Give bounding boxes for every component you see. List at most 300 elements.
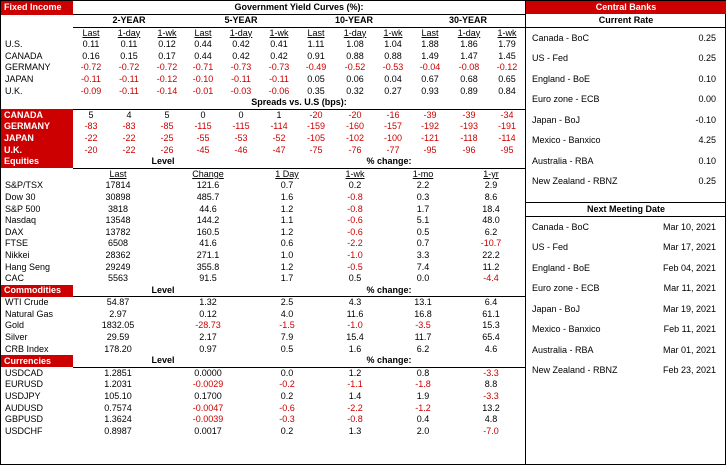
cell: 0.5	[416, 226, 430, 237]
yield-group-5y: 5-YEAR	[185, 15, 297, 28]
cell: -39	[423, 109, 437, 120]
cell: 0	[238, 109, 244, 120]
yield-group-10y: 10-YEAR	[297, 15, 411, 28]
cell: 0.0	[416, 273, 430, 284]
cell: 11.2	[482, 261, 500, 272]
cell: -0.06	[268, 85, 290, 96]
cell: 0.4	[416, 414, 430, 425]
cell: 3818	[107, 203, 129, 214]
cell: -0.71	[192, 62, 214, 73]
cell: -115	[194, 121, 212, 132]
cell: 1.6	[280, 191, 294, 202]
col-1yr: 1-yr	[483, 168, 499, 179]
cell: 0.88	[384, 50, 402, 61]
next-meeting-label: Next Meeting Date	[526, 203, 726, 217]
table-row	[1, 414, 525, 426]
cell: 11.6	[346, 308, 364, 319]
cell: -96	[462, 144, 476, 155]
table-row	[1, 109, 525, 121]
cell: -7.0	[483, 425, 499, 436]
cell: 22.2	[482, 249, 500, 260]
meeting-date: Mar 11, 2021	[663, 283, 716, 293]
col-1day-10y: 1-day	[343, 27, 367, 38]
cell: 0.12	[199, 308, 217, 319]
list-item	[526, 340, 726, 361]
cell: -26	[160, 144, 174, 155]
cell: 13.2	[482, 402, 500, 413]
cell: 0.67	[421, 74, 439, 85]
bank-name: Mexico - Banxico	[532, 135, 601, 145]
list-item	[526, 110, 726, 131]
currencies-label: Currencies	[1, 355, 73, 367]
cell: -114	[498, 132, 516, 143]
cell: 0.2	[280, 391, 294, 402]
cell: 178.20	[104, 343, 132, 354]
cell: 41.6	[199, 238, 217, 249]
currencies-header-row	[1, 355, 525, 367]
col-1wk-5y: 1-wk	[269, 27, 289, 38]
cell: 0.42	[270, 50, 288, 61]
cell: 485.7	[196, 191, 220, 202]
cell: 48.0	[482, 215, 500, 226]
cell: 0.27	[384, 85, 402, 96]
cell: -192	[420, 121, 439, 132]
meeting-date: Mar 10, 2021	[662, 221, 716, 232]
cell: -53	[234, 132, 248, 143]
spread-row-label: GERMANY	[1, 121, 73, 133]
list-item	[526, 238, 726, 259]
cell: 0.42	[232, 39, 250, 50]
cell: 4.8	[484, 414, 498, 425]
cell: 7.4	[416, 261, 430, 272]
cell: -0.10	[192, 74, 214, 85]
bank-name: US - Fed	[532, 242, 569, 252]
cell: -75	[309, 144, 323, 155]
list-item	[526, 279, 726, 300]
cell: 0.44	[194, 39, 212, 50]
table-row	[1, 204, 525, 216]
table-row	[1, 39, 525, 51]
table-row	[1, 367, 525, 379]
cell: -22	[122, 132, 136, 143]
cell: -0.04	[419, 62, 441, 73]
table-row	[1, 180, 525, 192]
cell: 1.2	[280, 203, 294, 214]
bank-name: Australia - RBA	[532, 344, 594, 355]
cell: 0.3	[416, 191, 430, 202]
cell: 1.32	[199, 297, 217, 308]
cell: 1.47	[460, 50, 478, 61]
col-last-10y: Last	[307, 27, 325, 38]
cell: -0.5	[347, 261, 363, 272]
table-row	[1, 74, 525, 86]
table-row	[1, 62, 525, 74]
cell: -0.14	[156, 85, 178, 96]
cell: -114	[270, 121, 288, 132]
equity-row-label: DAX	[5, 226, 24, 237]
cell: 1.3624	[104, 414, 132, 425]
cell: -0.52	[344, 62, 366, 73]
cell: 1.86	[460, 39, 478, 50]
cell: 0.89	[460, 85, 478, 96]
cell: 1.49	[421, 50, 439, 61]
bank-rate: 4.25	[698, 135, 716, 145]
yield-row-label: U.K.	[5, 85, 23, 96]
cell: 7.9	[280, 332, 294, 343]
cell: -0.12	[496, 62, 518, 73]
cell: -0.0029	[192, 379, 224, 390]
next-meeting-header-row	[526, 203, 726, 217]
cell: 0.16	[82, 50, 100, 61]
bank-rate: 0.25	[698, 176, 716, 186]
equity-row-label: S&P 500	[5, 203, 41, 214]
cell: 0.7	[280, 180, 294, 191]
cell: -0.09	[80, 85, 102, 96]
currency-row-label: USDCHF	[5, 425, 43, 436]
bank-name: Mexico - Banxico	[532, 324, 601, 334]
equities-header-row	[1, 156, 525, 168]
cell: 1.2	[280, 261, 294, 272]
fixed-income-header-row	[1, 1, 525, 15]
cell: -0.11	[119, 85, 139, 96]
cell: 1.9	[416, 391, 430, 402]
central-banks-header-row	[526, 1, 726, 14]
commodity-row-label: Natural Gas	[5, 308, 54, 319]
cell: 0.2	[280, 425, 294, 436]
table-row	[1, 297, 525, 309]
currency-row-label: AUDUSD	[5, 402, 44, 413]
cell: 160.5	[196, 226, 220, 237]
cell: 1.45	[498, 50, 516, 61]
commodities-pct-label: % change:	[253, 285, 525, 297]
spreads-title-row	[1, 97, 525, 109]
cell: -0.72	[118, 62, 140, 73]
cell: 13.1	[414, 297, 432, 308]
cell: 5.1	[416, 215, 430, 226]
currency-row-label: USDCAD	[5, 367, 44, 378]
cell: 1.08	[346, 39, 364, 50]
cell: 2.97	[109, 308, 127, 319]
cell: 1.2851	[104, 367, 132, 378]
cell: 29249	[105, 261, 131, 272]
equity-row-label: CAC	[5, 273, 25, 284]
cell: 2.9	[484, 180, 498, 191]
cell: 5563	[107, 273, 129, 284]
cell: 0.97	[199, 343, 217, 354]
cell: 0.0	[280, 367, 294, 378]
cell: 61.1	[482, 308, 500, 319]
bank-name: Euro zone - ECB	[532, 94, 600, 104]
cell: -0.12	[156, 74, 178, 85]
cell: 0.8987	[104, 425, 132, 436]
bank-name: Australia - RBA	[532, 155, 594, 166]
cell: 0.41	[270, 39, 288, 50]
cell: -10.7	[480, 238, 502, 249]
cell: 8.6	[484, 191, 498, 202]
table-row	[1, 344, 525, 356]
table-row	[1, 51, 525, 63]
cell: 1.0	[280, 249, 294, 260]
cell: 1.3	[348, 425, 362, 436]
cell: 0.7	[416, 238, 430, 249]
spread-row-label: U.K.	[1, 145, 73, 157]
spread-row-label: JAPAN	[1, 133, 73, 145]
cell: 4	[126, 109, 132, 120]
cell: -118	[460, 132, 478, 143]
cell: 0.88	[346, 50, 364, 61]
cell: -45	[196, 144, 210, 155]
cell: 0.68	[460, 74, 478, 85]
cell: -157	[383, 121, 402, 132]
bank-name: Canada - BoC	[532, 221, 590, 232]
cell: 0.32	[346, 85, 364, 96]
cell: -0.2	[279, 379, 295, 390]
col-last-30y: Last	[421, 27, 439, 38]
equity-row-label: Nasdaq	[5, 215, 37, 226]
col-1day: 1 Day	[275, 168, 299, 179]
cell: 5	[164, 109, 170, 120]
cell: 4.0	[280, 308, 294, 319]
col-1wk-30y: 1-wk	[497, 27, 517, 38]
col-1day-30y: 1-day	[457, 27, 481, 38]
cell: 0.05	[307, 74, 325, 85]
current-rate-label: Current Rate	[526, 14, 726, 28]
list-item	[526, 28, 726, 49]
table-row	[1, 250, 525, 262]
cell: 65.4	[482, 332, 500, 343]
cell: 1.88	[421, 39, 439, 50]
table-row	[1, 192, 525, 204]
cell: 4.3	[348, 297, 362, 308]
bank-name: Canada - BoC	[532, 32, 590, 43]
cell: -0.6	[347, 226, 363, 237]
cell: -2.2	[347, 402, 363, 413]
yield-row-label: GERMANY	[5, 62, 51, 73]
col-1wk: 1-wk	[345, 168, 365, 179]
cell: -83	[84, 121, 98, 132]
cell: -3.3	[483, 367, 499, 378]
cell: 0.8	[416, 367, 430, 378]
cell: -0.6	[279, 402, 295, 413]
commodity-row-label: Silver	[5, 332, 28, 343]
cell: -105	[306, 132, 325, 143]
yield-row-label: CANADA	[5, 50, 43, 61]
cell: -2.2	[347, 238, 363, 249]
cell: -0.03	[230, 85, 252, 96]
col-1day-2y: 1-day	[117, 27, 141, 38]
cell: 1.6	[348, 343, 362, 354]
currency-row-label: EURUSD	[5, 379, 44, 390]
cell: -55	[196, 132, 210, 143]
list-item	[526, 151, 726, 172]
cell: 1.2031	[104, 379, 132, 390]
gov-yield-title: Government Yield Curves (%):	[73, 1, 525, 15]
cell: 0.35	[307, 85, 325, 96]
meeting-date: Feb 23, 2021	[662, 365, 716, 375]
cell: 28362	[105, 249, 131, 260]
table-row	[1, 391, 525, 403]
commodities-header-row	[1, 285, 525, 297]
col-1mo: 1-mo	[412, 168, 434, 179]
cell: -39	[462, 109, 476, 120]
table-row	[1, 426, 525, 438]
list-item	[526, 49, 726, 70]
cell: -20	[309, 109, 323, 120]
list-item	[526, 69, 726, 90]
equity-row-label: Hang Seng	[5, 261, 51, 272]
table-row	[1, 273, 525, 285]
cell: 0.0017	[194, 425, 222, 436]
cell: -3.3	[483, 391, 499, 402]
cell: -159	[306, 121, 325, 132]
cell: 0.2	[348, 180, 362, 191]
cell: -193	[459, 121, 478, 132]
equity-row-label: S&P/TSX	[5, 180, 44, 191]
cell: -3.5	[415, 320, 431, 331]
cell: 0.5	[280, 343, 294, 354]
cell: 1	[276, 109, 282, 120]
cell: 0.11	[82, 39, 100, 50]
cell: -83	[122, 121, 136, 132]
cell: -0.72	[80, 62, 102, 73]
list-item	[526, 299, 726, 320]
currency-row-label: USDJPY	[5, 391, 41, 402]
cell: 17814	[105, 180, 131, 191]
cell: 6.4	[484, 297, 498, 308]
commodity-row-label: Gold	[5, 320, 25, 331]
equity-row-label: Nikkei	[5, 249, 30, 260]
col-last-2y: Last	[82, 27, 100, 38]
fixed-income-label: Fixed Income	[1, 1, 73, 15]
cell: 0.65	[498, 74, 516, 85]
equities-label: Equities	[1, 156, 73, 168]
cell: -102	[345, 132, 364, 143]
cell: 1.11	[307, 39, 325, 50]
yield-row-label: JAPAN	[5, 74, 34, 85]
cell: 1.04	[384, 39, 402, 50]
cell: 2.5	[280, 297, 294, 308]
list-item	[526, 172, 726, 193]
cell: 1.7	[416, 203, 430, 214]
meeting-date: Mar 01, 2021	[662, 344, 716, 355]
cell: -34	[500, 109, 514, 120]
cell: 0.91	[307, 50, 325, 61]
cell: -0.73	[268, 62, 290, 73]
cell: 0.17	[158, 50, 176, 61]
cell: 44.6	[199, 203, 217, 214]
cell: 8.8	[484, 379, 498, 390]
cell: -4.4	[483, 273, 499, 284]
cell: 6508	[107, 238, 129, 249]
cell: -0.8	[347, 191, 363, 202]
left-panel	[1, 1, 525, 464]
cell: 0.0000	[194, 367, 222, 378]
cell: 1.2	[280, 226, 294, 237]
bank-rate: 0.25	[698, 32, 716, 43]
bank-name: New Zealand - RBNZ	[532, 365, 618, 375]
yield-group-2y: 2-YEAR	[73, 15, 185, 28]
cell: 0.6	[280, 238, 294, 249]
table-row	[1, 320, 525, 332]
cell: 18.4	[482, 203, 500, 214]
cell: -0.8	[347, 414, 363, 425]
cell: -0.11	[81, 74, 101, 85]
cell: 121.6	[196, 180, 220, 191]
cell: 1.1	[280, 215, 294, 226]
bank-name: Euro zone - ECB	[532, 283, 600, 293]
col-change: Change	[192, 168, 224, 179]
cell: -0.11	[119, 74, 139, 85]
cell: -28.73	[195, 320, 221, 331]
cell: -121	[420, 132, 439, 143]
table-row	[1, 133, 525, 145]
central-banks-panel	[525, 1, 725, 464]
cell: 11.7	[414, 332, 432, 343]
bank-name: New Zealand - RBNZ	[532, 176, 618, 186]
table-row	[1, 238, 525, 250]
commodity-row-label: WTI Crude	[5, 297, 49, 308]
cell: -1.0	[347, 320, 363, 331]
table-row	[1, 332, 525, 344]
cell: -160	[345, 121, 364, 132]
cell: -20	[348, 109, 362, 120]
bank-rate: 0.25	[698, 53, 716, 63]
col-last: Last	[109, 168, 127, 179]
cell: -95	[500, 144, 514, 155]
cell: -25	[160, 132, 174, 143]
bank-rate: 0.10	[698, 73, 716, 84]
cell: 2.2	[416, 180, 430, 191]
cell: -0.11	[231, 74, 251, 85]
bank-rate: 0.00	[698, 94, 716, 104]
cell: 2.0	[416, 425, 430, 436]
cell: 30898	[105, 191, 131, 202]
cell: -0.11	[269, 74, 289, 85]
cell: 54.87	[106, 297, 130, 308]
cell: -0.73	[230, 62, 252, 73]
cell: 4.6	[484, 343, 498, 354]
cell: 6.2	[416, 343, 430, 354]
list-item	[526, 90, 726, 111]
cell: 1.4	[348, 391, 362, 402]
list-item	[526, 217, 726, 238]
commodities-table	[1, 285, 525, 356]
cell: 0.93	[421, 85, 439, 96]
cell: 1.2	[348, 367, 362, 378]
cell: 0	[200, 109, 206, 120]
yield-row-label: U.S.	[5, 39, 23, 50]
cell: 0.11	[120, 39, 138, 50]
cell: -1.8	[415, 379, 431, 390]
bank-name: US - Fed	[532, 53, 569, 63]
cell: -1.5	[279, 320, 295, 331]
cell: -0.6	[347, 215, 363, 226]
commodities-level-label: Level	[73, 285, 253, 297]
equities-pct-label: % change:	[253, 156, 525, 168]
fixed-income-table	[1, 1, 525, 156]
cell: -1.1	[347, 379, 363, 390]
list-item	[526, 258, 726, 279]
col-1wk-2y: 1-wk	[157, 27, 177, 38]
cell: -0.08	[458, 62, 480, 73]
cell: -0.8	[347, 203, 363, 214]
table-row	[1, 145, 525, 157]
spreads-title: Spreads vs. U.S (bps):	[73, 97, 525, 109]
table-row	[1, 86, 525, 98]
cell: -47	[272, 144, 286, 155]
meeting-date: Feb 11, 2021	[663, 324, 716, 334]
cell: 91.5	[199, 273, 217, 284]
